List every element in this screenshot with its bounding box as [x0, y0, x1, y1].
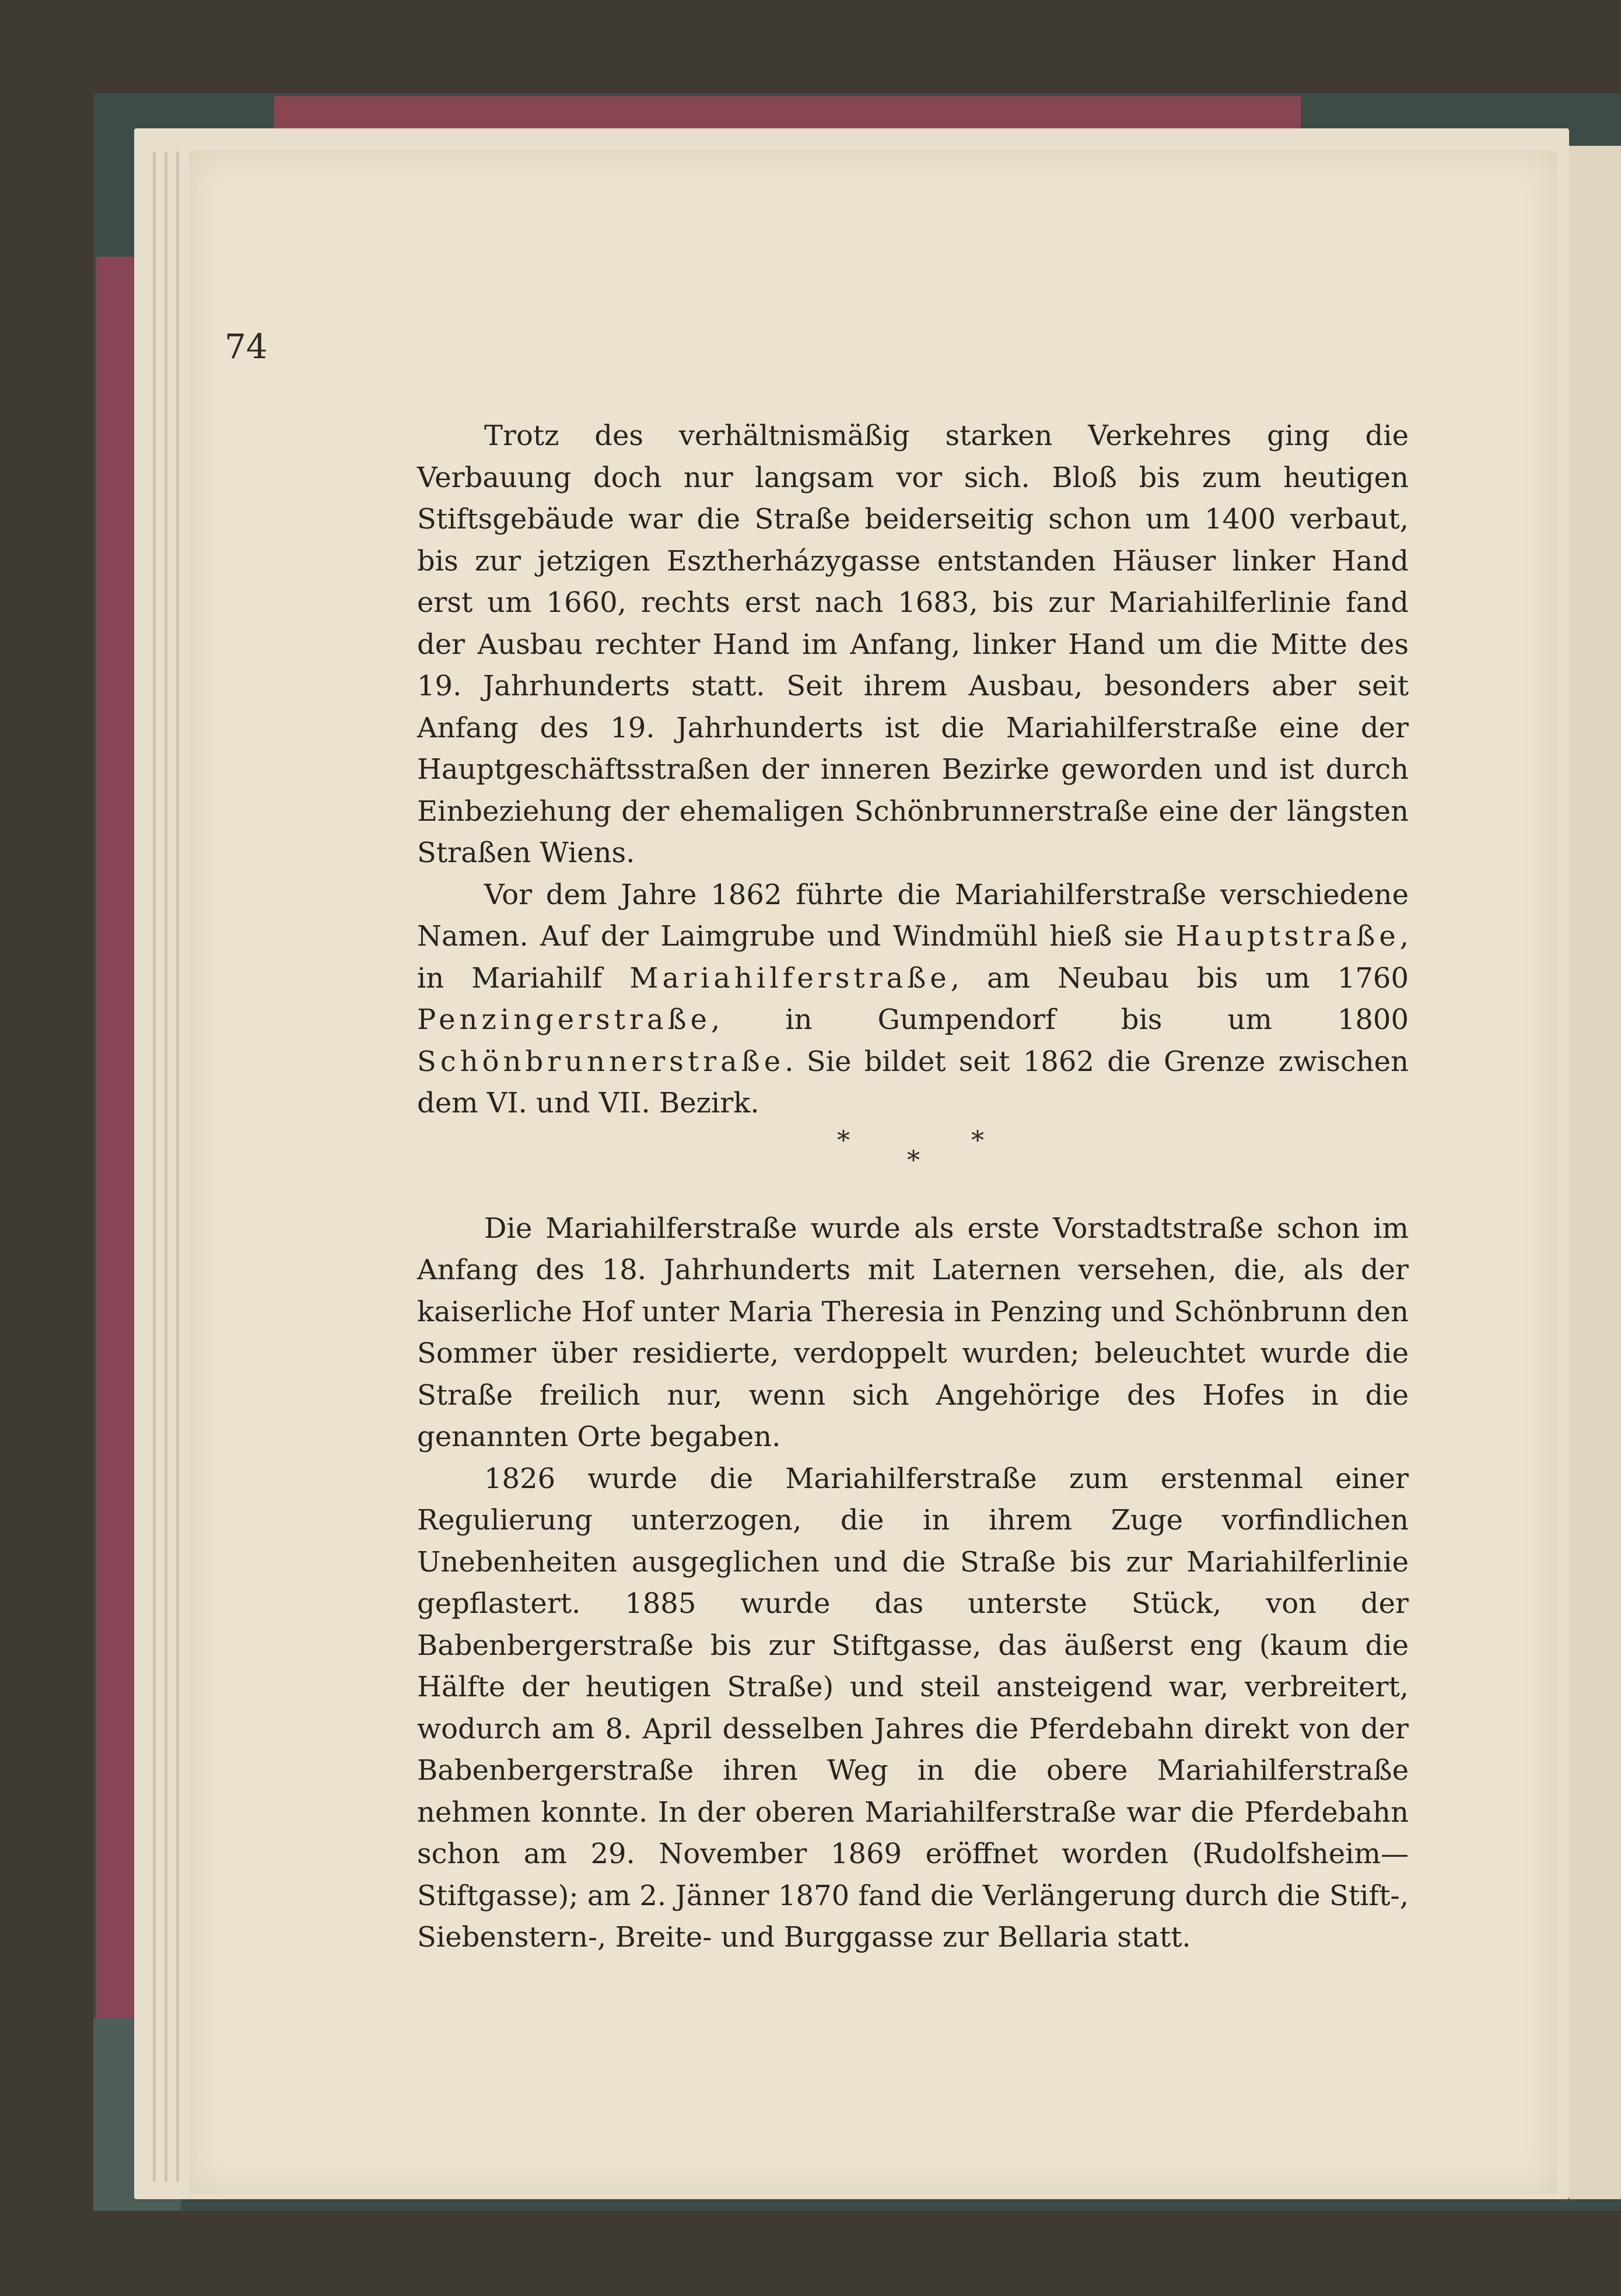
page-edge-line — [176, 152, 179, 2182]
separator-star: * — [837, 1125, 850, 1156]
page-body — [417, 415, 1409, 1959]
page-edge-line — [153, 152, 156, 2182]
facing-page-edge — [1569, 146, 1621, 2199]
paragraph-2-text: Vor dem Jahre 1862 führte die Mariahilferstraße verschiedene Namen. Auf der Laimgrube und Windmühl hieß sie — [417, 878, 1409, 953]
paragraph-2-text: . Sie bildet seit 1862 die Grenze zwischen dem VI. und VII. Bezirk. — [417, 1045, 1409, 1119]
paragraph-3: Die Mariahilferstraße wurde als erste Vorstadtstraße schon im Anfang des 18. Jahrhunderts mit Laternen versehen, die, als der kaiserliche Hof unter Maria Theresia in Penzing und Schönbrunn den Sommer über residierte, verdoppelt wurden; beleuchtet wurde die Straße freilich nur, wenn sich Angehörige des Hofes in die genannten Orte begaben. — [417, 1212, 1409, 1453]
page-number: 74 — [225, 327, 268, 366]
paragraph-2-text: , in Gumpendorf bis um 1800 — [711, 1003, 1409, 1036]
section-separator — [417, 1125, 1409, 1208]
paragraph-4: 1826 wurde die Mariahilferstraße zum erstenmal einer Regulierung unterzogen, die in ihrem Zuge vorfindlichen Unebenheiten ausgeglichen und die Straße bis zur Mariahilferlinie gepflastert. 1885 wurde das unterste Stück, von der Babenbergerstraße bis zur Stiftgasse, das äußerst eng (kaum die Hälfte der heutigen Straße) und steil ansteigend war, verbreitert, wodurch am 8. April desselben Jahres die Pferdebahn direkt von der Babenbergerstraße ihren Weg in die obere Mariahilferstraße nehmen konnte. In der oberen Mariahilferstraße war die Pferdebahn schon am 29. November 1869 eröffnet worden (Rudolfsheim—Stiftgasse); am 2. Jänner 1870 fand die Verlängerung durch die Stift-, Siebenstern-, Breite- und Burggasse zur Bellaria statt. — [417, 1462, 1409, 1954]
street-name-hauptstrasse: Hauptstraße — [1175, 920, 1400, 953]
separator-star: * — [907, 1145, 920, 1175]
paragraph-2 — [417, 874, 1409, 1125]
paragraph-2-text: , am Neubau bis um 1760 — [950, 961, 1409, 995]
street-name-mariahilferstrasse: Mariahilferstraße — [629, 961, 951, 995]
separator-star: * — [971, 1125, 984, 1156]
paragraph-1: Trotz des verhältnismäßig starken Verkehres ging die Verbauung doch nur langsam vor sich. Bloß bis zum heutigen Stiftsgebäude war die Straße beiderseitig schon um 1400 verbaut, bis zur jetzigen Esztherházygasse entstanden Häuser linker Hand erst um 1660, rechts erst nach 1683, bis zur Mariahilferlinie fand der Ausbau rechter Hand im Anfang, linker Hand um die Mitte des 19. Jahrhunderts statt. Seit ihrem Ausbau, besonders aber seit Anfang des 19. Jahrhunderts ist die Mariahilferstraße eine der Hauptgeschäftsstraßen der inneren Bezirke geworden und ist durch Einbeziehung der ehemaligen Schönbrunnerstraße eine der längsten Straßen Wiens. — [417, 419, 1409, 869]
street-name-schoenbrunnerstrasse: Schönbrunnerstraße — [417, 1045, 785, 1078]
paragraph-2-text: , in Mariahilf — [417, 920, 1409, 995]
page-edge-line — [164, 152, 167, 2182]
street-name-penzingerstrasse: Penzingerstraße — [417, 1003, 712, 1036]
cover-marbled-left — [96, 257, 137, 2018]
